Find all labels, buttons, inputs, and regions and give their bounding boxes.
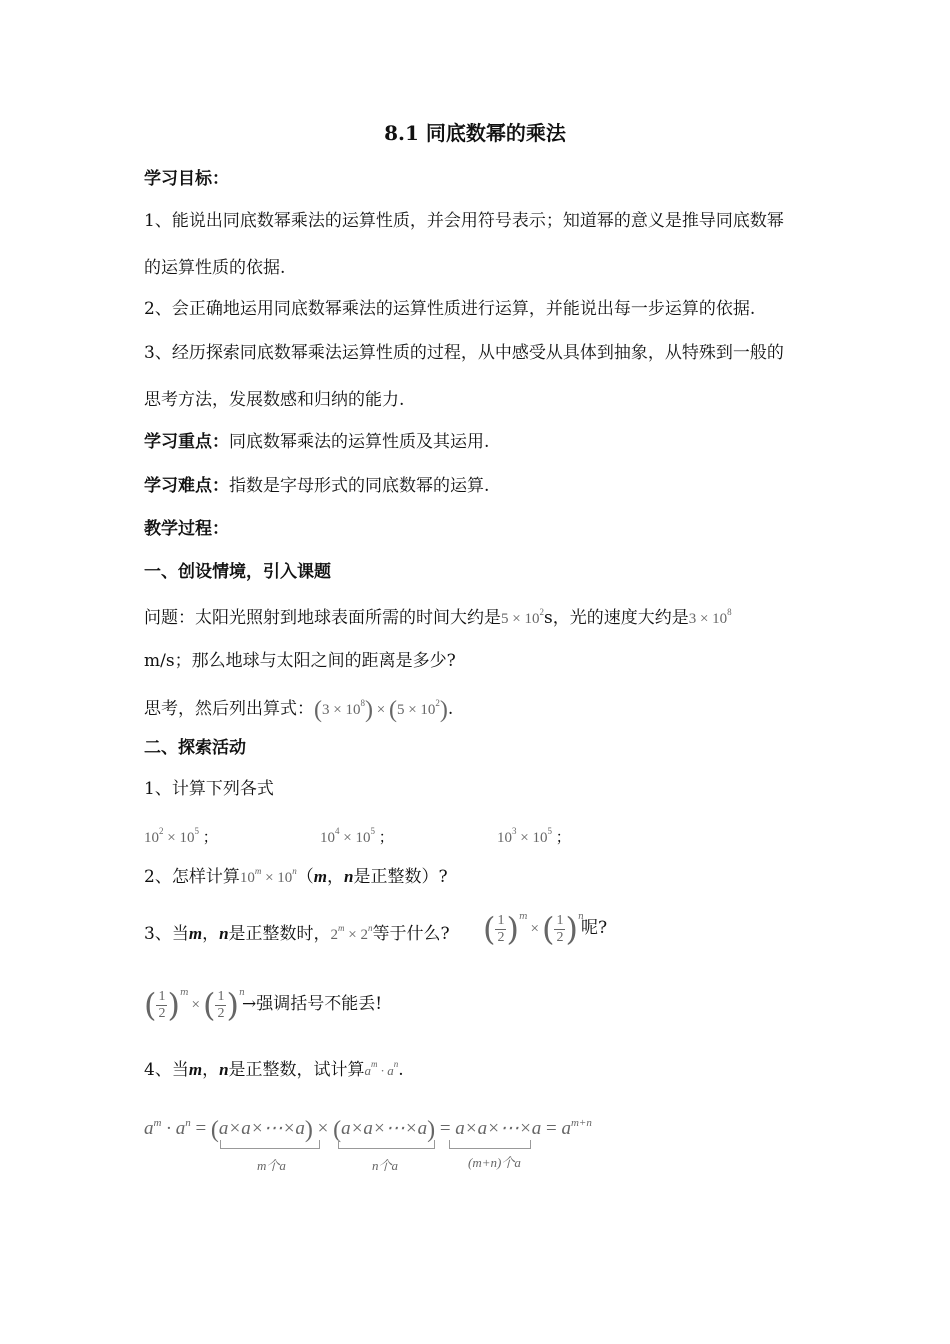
difficulty-label: 学习难点：: [144, 476, 229, 496]
underbrace-label-3: (m+n)个a: [468, 1155, 521, 1170]
fraction-product: ( $\frac{1}{2}$ ) $^m$ × ( $\frac{1}{2}$ ) $^n$: [483, 910, 584, 948]
time-expression: $5 \times 10^2$: [501, 607, 544, 627]
objectives-heading: 学习目标：: [144, 169, 229, 189]
objective-3-line-1: 3、经历探索同底数幂乘法运算性质的过程，从中感受从具体到抽象，从特殊到一般的: [144, 343, 784, 363]
difficulty-text: 指数是字母形式的同底数幂的运算.: [229, 476, 490, 496]
underbrace-label-1: m个a: [257, 1158, 286, 1173]
think-expression: $(3 \times 10^8) \times (5 \times 10^2)$: [314, 697, 448, 723]
page-title: 8.1 同底数幂的乘法: [384, 121, 566, 145]
think-line: 思考，然后列出算式：$(3 \times 10^8) \times (5 \times 10^2)$.: [144, 697, 454, 723]
speed-expression: $3 \times 10^8$: [688, 607, 732, 627]
fraction-product-emphasis: ( $\frac{1}{2}$ ) $^m$ × ( $\frac{1}{2}$ ) $^n$: [144, 986, 245, 1024]
calc-item-1: $10^2 \times 10^5$ ；: [144, 826, 218, 846]
question-line-2: m/s；那么地球与太阳之间的距离是多少?: [144, 651, 456, 671]
question-line-1: [144, 601, 732, 630]
emphasis-note: →强调括号不能丢!: [242, 994, 383, 1014]
underbrace-2: [338, 1140, 435, 1149]
section-1-heading: 一、创设情境，引入课题: [144, 562, 331, 582]
key-point-label: 学习重点：: [144, 432, 229, 452]
process-heading: 教学过程：: [144, 519, 229, 539]
objective-1-line-1: 1、能说出同底数幂乘法的运算性质，并会用符号表示；知道幂的意义是推导同底数幂: [144, 211, 784, 231]
task-1: 1、计算下列各式: [144, 779, 274, 799]
task-3-expression: $2^m \times 2^n$: [330, 923, 373, 943]
task-4-expression: $a^m \cdot a^n$: [364, 1059, 399, 1078]
underbrace-1: [220, 1140, 320, 1149]
difficulty-point: [144, 475, 489, 497]
task-3: 3、当m，n是正整数时，$2^m \times 2^n$等于什么?: [144, 923, 450, 944]
calc-item-3: $10^3 \times 10^5$ ；: [497, 826, 571, 846]
question-text-a: 问题：太阳光照射到地球表面所需的时间大约是: [144, 608, 501, 628]
think-text: 思考，然后列出算式：: [144, 699, 314, 719]
calc-item-2: $10^4 \times 10^5$ ；: [320, 826, 394, 846]
derivation-formula: $a^m \cdot a^n$ = (a×a×⋯×a) × (a×a×⋯×a) = a×a×⋯×a = $a^{m+n}$: [144, 1117, 592, 1143]
underbrace-3: [449, 1140, 531, 1149]
task-2: 2、怎样计算$10^m \times 10^n(m$，n是正整数）?: [144, 866, 448, 887]
underbrace-label-2: n个a: [372, 1158, 399, 1173]
objective-2: 2、会正确地运用同底数幂乘法的运算性质进行运算，并能说出每一步运算的依据.: [144, 299, 756, 319]
key-point: [144, 431, 489, 453]
task-4: 4、当m，n是正整数，试计算$a^m \cdot a^n$.: [144, 1059, 404, 1080]
task-2-expression: $10^m \times 10^n$: [239, 866, 297, 886]
key-point-text: 同底数幂乘法的运算性质及其运用.: [229, 432, 490, 452]
objective-3-line-2: 思考方法，发展数感和归纳的能力.: [144, 390, 405, 410]
task-3-ending: 呢?: [581, 918, 608, 938]
objective-1-line-2: 的运算性质的依据.: [144, 258, 286, 278]
question-text-b: s，光的速度大约是: [543, 608, 689, 628]
section-2-heading: 二、探索活动: [144, 738, 246, 758]
